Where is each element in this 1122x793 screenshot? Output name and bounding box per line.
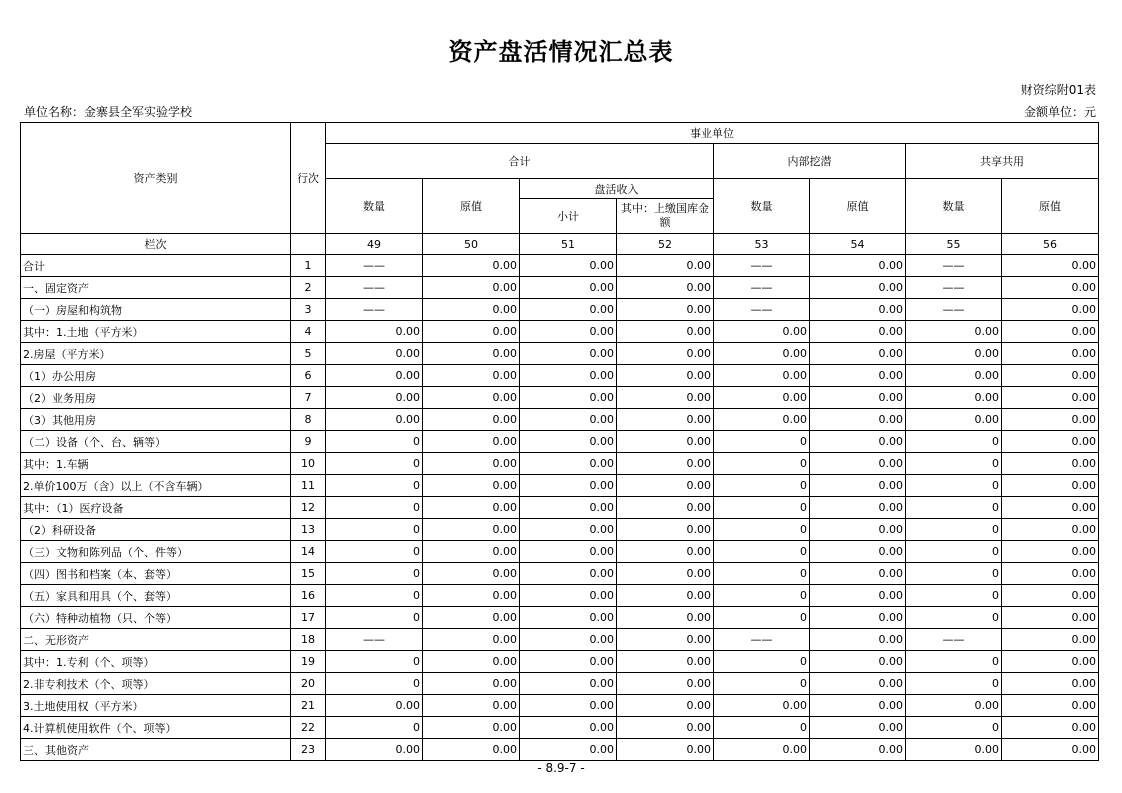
cell-value: 0.00 (326, 343, 423, 365)
cell-value: 0.00 (617, 431, 714, 453)
cell-value: 0.00 (423, 717, 520, 739)
row-category: （2）业务用房 (21, 387, 291, 409)
cell-value: 0.00 (810, 453, 906, 475)
cell-value: 0.00 (617, 321, 714, 343)
cell-value: 0.00 (810, 497, 906, 519)
form-code: 财资综附01表 (1020, 83, 1096, 97)
row-line-no: 18 (291, 629, 326, 651)
cell-value: 0.00 (714, 409, 810, 431)
cell-value: 0.00 (423, 497, 520, 519)
cell-value: 0 (714, 717, 810, 739)
header-line-no: 行次 (291, 123, 326, 234)
row-line-no: 8 (291, 409, 326, 431)
cell-value: 0.00 (810, 563, 906, 585)
cell-value: 0.00 (1002, 453, 1099, 475)
row-line-no: 1 (291, 255, 326, 277)
cell-value: 0.00 (520, 277, 617, 299)
cell-value: 0.00 (1002, 717, 1099, 739)
table-row (21, 277, 1099, 299)
cell-value: 0.00 (714, 365, 810, 387)
cell-value: 0 (326, 497, 423, 519)
header-column-label: 栏次 (21, 234, 291, 255)
cell-value: 0.00 (1002, 541, 1099, 563)
row-line-no: 15 (291, 563, 326, 585)
cell-value: 0.00 (520, 695, 617, 717)
cell-value: 0.00 (810, 409, 906, 431)
cell-value: 0.00 (423, 431, 520, 453)
cell-value: 0 (906, 607, 1002, 629)
cell-value: 0.00 (520, 541, 617, 563)
cell-value: 0 (906, 673, 1002, 695)
header-internal: 内部挖潜 (714, 144, 906, 179)
cell-value: 0.00 (1002, 255, 1099, 277)
cell-value: 0.00 (520, 365, 617, 387)
row-line-no: 11 (291, 475, 326, 497)
row-category: 2.非专利技术（个、项等） (21, 673, 291, 695)
cell-value: 0.00 (617, 453, 714, 475)
row-category: 2.房屋（平方米） (21, 343, 291, 365)
cell-value: 0 (714, 453, 810, 475)
row-category: 二、无形资产 (21, 629, 291, 651)
cell-value: 0 (714, 673, 810, 695)
header-treasury-amount: 其中：上缴国库金额 (617, 199, 714, 234)
cell-value: 0.00 (423, 563, 520, 585)
cell-value: 0.00 (617, 695, 714, 717)
cell-value: 0.00 (617, 497, 714, 519)
cell-value: 0.00 (423, 387, 520, 409)
cell-value: 0 (906, 651, 1002, 673)
table-row (21, 541, 1099, 563)
cell-value: 0.00 (520, 409, 617, 431)
row-category: 2.单价100万（含）以上（不含车辆） (21, 475, 291, 497)
cell-value: 0.00 (1002, 585, 1099, 607)
row-line-no: 23 (291, 739, 326, 761)
header-category: 资产类别 (21, 123, 291, 234)
cell-value: 0 (714, 475, 810, 497)
row-category: （2）科研设备 (21, 519, 291, 541)
row-category: （二）设备（个、台、辆等） (21, 431, 291, 453)
cell-value: 0.00 (617, 629, 714, 651)
cell-value: 0.00 (520, 453, 617, 475)
cell-value: 0.00 (617, 651, 714, 673)
row-line-no: 14 (291, 541, 326, 563)
row-line-no: 17 (291, 607, 326, 629)
cell-value: 0.00 (520, 673, 617, 695)
cell-value: —— (906, 277, 1002, 299)
cell-value: 0 (714, 431, 810, 453)
cell-value: 0.00 (617, 387, 714, 409)
cell-value: 0.00 (810, 695, 906, 717)
row-category: （四）图书和档案（本、套等） (21, 563, 291, 585)
row-line-no: 6 (291, 365, 326, 387)
cell-value: 0.00 (520, 519, 617, 541)
cell-value: 0.00 (1002, 519, 1099, 541)
row-category: 三、其他资产 (21, 739, 291, 761)
cell-value: 0.00 (810, 585, 906, 607)
cell-value: 0.00 (423, 277, 520, 299)
header-quantity: 数量 (906, 179, 1002, 234)
cell-value: 0.00 (810, 673, 906, 695)
row-category: 3.土地使用权（平方米） (21, 695, 291, 717)
cell-value: 0.00 (326, 387, 423, 409)
table-row (21, 255, 1099, 277)
cell-value: 0.00 (617, 739, 714, 761)
table-row (21, 431, 1099, 453)
row-category: 其中：（1）医疗设备 (21, 497, 291, 519)
cell-value: 0.00 (1002, 299, 1099, 321)
cell-value: —— (906, 255, 1002, 277)
header-original-value: 原值 (1002, 179, 1099, 234)
cell-value: 0.00 (617, 277, 714, 299)
row-line-no: 21 (291, 695, 326, 717)
cell-value: 0.00 (906, 739, 1002, 761)
cell-value: 0.00 (1002, 673, 1099, 695)
row-line-no: 9 (291, 431, 326, 453)
cell-value: 0 (326, 519, 423, 541)
cell-value: —— (906, 629, 1002, 651)
table-row (21, 497, 1099, 519)
cell-value: 0.00 (810, 255, 906, 277)
table-row (21, 563, 1099, 585)
cell-value: 0 (906, 431, 1002, 453)
cell-value: 0.00 (1002, 497, 1099, 519)
cell-value: 0.00 (520, 255, 617, 277)
table-row (21, 695, 1099, 717)
cell-value: 0.00 (810, 343, 906, 365)
header-column-number: 54 (810, 234, 906, 255)
cell-value: 0.00 (617, 717, 714, 739)
cell-value: —— (714, 255, 810, 277)
cell-value: 0.00 (810, 739, 906, 761)
row-line-no: 10 (291, 453, 326, 475)
cell-value: 0.00 (1002, 343, 1099, 365)
cell-value: 0.00 (810, 299, 906, 321)
cell-value: 0.00 (617, 343, 714, 365)
header-column-number: 55 (906, 234, 1002, 255)
row-line-no: 4 (291, 321, 326, 343)
page-number: - 8.9-7 - (537, 761, 585, 775)
cell-value: 0.00 (520, 343, 617, 365)
cell-value: 0 (906, 717, 1002, 739)
cell-value: 0.00 (326, 695, 423, 717)
cell-value: 0.00 (326, 739, 423, 761)
cell-value: 0.00 (810, 431, 906, 453)
table-row (21, 299, 1099, 321)
header-subtotal: 小计 (520, 199, 617, 234)
cell-value: 0.00 (1002, 277, 1099, 299)
cell-value: 0.00 (906, 321, 1002, 343)
cell-value: 0.00 (714, 387, 810, 409)
cell-value: 0.00 (423, 475, 520, 497)
table-body (21, 255, 1099, 761)
cell-value: 0 (906, 453, 1002, 475)
row-line-no: 16 (291, 585, 326, 607)
cell-value: 0.00 (520, 585, 617, 607)
header-institution: 事业单位 (326, 123, 1099, 144)
cell-value: 0.00 (423, 343, 520, 365)
cell-value: 0.00 (810, 387, 906, 409)
row-line-no: 5 (291, 343, 326, 365)
cell-value: 0.00 (423, 255, 520, 277)
cell-value: 0.00 (1002, 431, 1099, 453)
table-row (21, 651, 1099, 673)
cell-value: 0.00 (810, 519, 906, 541)
cell-value: 0.00 (423, 585, 520, 607)
cell-value: 0.00 (810, 651, 906, 673)
row-category: （3）其他用房 (21, 409, 291, 431)
cell-value: 0.00 (906, 409, 1002, 431)
cell-value: 0.00 (906, 365, 1002, 387)
amount-unit: 金额单位：元 (1023, 105, 1096, 119)
header-total: 合计 (326, 144, 714, 179)
asset-summary-table (20, 122, 1099, 761)
table-row (21, 629, 1099, 651)
header-original-value: 原值 (423, 179, 520, 234)
cell-value: 0 (714, 651, 810, 673)
cell-value: 0.00 (810, 321, 906, 343)
table-row (21, 387, 1099, 409)
cell-value: 0.00 (520, 387, 617, 409)
row-line-no: 13 (291, 519, 326, 541)
cell-value: 0.00 (423, 673, 520, 695)
cell-value: 0 (326, 607, 423, 629)
cell-value: 0.00 (617, 673, 714, 695)
table-row (21, 409, 1099, 431)
cell-value: 0.00 (617, 255, 714, 277)
cell-value: 0.00 (617, 585, 714, 607)
cell-value: 0.00 (1002, 365, 1099, 387)
header-quantity: 数量 (714, 179, 810, 234)
cell-value: 0 (714, 541, 810, 563)
cell-value: 0.00 (1002, 651, 1099, 673)
cell-value: 0.00 (423, 519, 520, 541)
cell-value: 0 (326, 563, 423, 585)
cell-value: 0 (906, 585, 1002, 607)
header-column-number (291, 234, 326, 255)
cell-value: 0.00 (1002, 321, 1099, 343)
header-column-number: 56 (1002, 234, 1099, 255)
cell-value: —— (326, 255, 423, 277)
cell-value: 0 (714, 585, 810, 607)
cell-value: 0.00 (810, 541, 906, 563)
cell-value: 0.00 (423, 321, 520, 343)
cell-value: 0 (326, 673, 423, 695)
cell-value: 0.00 (520, 717, 617, 739)
cell-value: 0.00 (617, 563, 714, 585)
cell-value: 0.00 (423, 695, 520, 717)
table-row (21, 519, 1099, 541)
cell-value: 0.00 (520, 431, 617, 453)
row-category: （1）办公用房 (21, 365, 291, 387)
header-shared: 共享共用 (906, 144, 1099, 179)
cell-value: 0.00 (520, 607, 617, 629)
row-category: 合计 (21, 255, 291, 277)
header-column-number: 53 (714, 234, 810, 255)
cell-value: 0.00 (326, 365, 423, 387)
cell-value: 0.00 (520, 739, 617, 761)
table-row (21, 673, 1099, 695)
cell-value: 0.00 (423, 607, 520, 629)
cell-value: 0.00 (1002, 629, 1099, 651)
cell-value: 0.00 (810, 607, 906, 629)
header-revitalize-income: 盘活收入 (520, 179, 714, 199)
cell-value: 0.00 (520, 475, 617, 497)
header-column-number: 49 (326, 234, 423, 255)
cell-value: 0.00 (520, 563, 617, 585)
row-category: 一、固定资产 (21, 277, 291, 299)
cell-value: 0.00 (423, 365, 520, 387)
cell-value: 0.00 (906, 343, 1002, 365)
row-line-no: 20 (291, 673, 326, 695)
header-column-number: 50 (423, 234, 520, 255)
cell-value: 0.00 (1002, 563, 1099, 585)
table-row (21, 453, 1099, 475)
row-category: （六）特种动植物（只、个等） (21, 607, 291, 629)
cell-value: 0.00 (326, 409, 423, 431)
cell-value: 0 (906, 541, 1002, 563)
table-row (21, 585, 1099, 607)
cell-value: 0 (326, 651, 423, 673)
cell-value: 0.00 (617, 519, 714, 541)
header-column-number: 52 (617, 234, 714, 255)
cell-value: 0.00 (617, 365, 714, 387)
table-row (21, 365, 1099, 387)
row-category: 其中：1.车辆 (21, 453, 291, 475)
cell-value: 0.00 (520, 651, 617, 673)
page-title: 资产盘活情况汇总表 (448, 38, 674, 66)
cell-value: 0.00 (906, 695, 1002, 717)
cell-value: 0.00 (423, 299, 520, 321)
table-row (21, 475, 1099, 497)
cell-value: 0.00 (1002, 409, 1099, 431)
row-line-no: 7 (291, 387, 326, 409)
cell-value: 0.00 (423, 541, 520, 563)
cell-value: 0.00 (617, 541, 714, 563)
cell-value: 0 (714, 607, 810, 629)
table-row (21, 321, 1099, 343)
cell-value: 0.00 (1002, 607, 1099, 629)
cell-value: 0 (906, 497, 1002, 519)
cell-value: 0.00 (906, 387, 1002, 409)
cell-value: 0 (326, 585, 423, 607)
cell-value: 0.00 (810, 365, 906, 387)
cell-value: 0.00 (617, 299, 714, 321)
cell-value: —— (714, 277, 810, 299)
cell-value: 0.00 (1002, 739, 1099, 761)
cell-value: —— (906, 299, 1002, 321)
cell-value: 0.00 (810, 277, 906, 299)
cell-value: 0 (326, 541, 423, 563)
cell-value: 0.00 (810, 475, 906, 497)
cell-value: 0.00 (520, 299, 617, 321)
cell-value: 0.00 (1002, 695, 1099, 717)
cell-value: 0.00 (520, 497, 617, 519)
cell-value: —— (714, 629, 810, 651)
unit-name: 单位名称：金寨县全军实验学校 (24, 105, 193, 119)
cell-value: 0.00 (520, 321, 617, 343)
cell-value: —— (326, 299, 423, 321)
cell-value: 0.00 (617, 475, 714, 497)
row-line-no: 12 (291, 497, 326, 519)
cell-value: 0.00 (810, 717, 906, 739)
cell-value: 0 (714, 519, 810, 541)
cell-value: 0.00 (810, 629, 906, 651)
cell-value: 0 (326, 475, 423, 497)
table-row (21, 717, 1099, 739)
cell-value: 0.00 (617, 409, 714, 431)
header-original-value: 原值 (810, 179, 906, 234)
cell-value: 0.00 (714, 343, 810, 365)
row-category: 其中：1.专利（个、项等） (21, 651, 291, 673)
cell-value: —— (326, 277, 423, 299)
cell-value: 0.00 (423, 739, 520, 761)
cell-value: 0 (326, 717, 423, 739)
cell-value: 0.00 (1002, 387, 1099, 409)
cell-value: —— (714, 299, 810, 321)
row-category: （五）家具和用具（个、套等） (21, 585, 291, 607)
row-line-no: 19 (291, 651, 326, 673)
table-row (21, 739, 1099, 761)
row-category: （三）文物和陈列品（个、件等） (21, 541, 291, 563)
cell-value: 0.00 (1002, 475, 1099, 497)
row-line-no: 3 (291, 299, 326, 321)
cell-value: 0.00 (326, 321, 423, 343)
row-category: 其中：1.土地（平方米） (21, 321, 291, 343)
cell-value: 0 (714, 563, 810, 585)
header-column-number: 51 (520, 234, 617, 255)
cell-value: 0.00 (714, 321, 810, 343)
cell-value: 0.00 (520, 629, 617, 651)
row-category: （一）房屋和构筑物 (21, 299, 291, 321)
cell-value: 0.00 (714, 695, 810, 717)
cell-value: 0.00 (423, 409, 520, 431)
cell-value: 0.00 (617, 607, 714, 629)
row-line-no: 22 (291, 717, 326, 739)
cell-value: 0.00 (423, 651, 520, 673)
header-quantity: 数量 (326, 179, 423, 234)
row-line-no: 2 (291, 277, 326, 299)
table-row (21, 607, 1099, 629)
cell-value: 0 (714, 497, 810, 519)
cell-value: 0.00 (714, 739, 810, 761)
cell-value: 0 (906, 475, 1002, 497)
table-row (21, 343, 1099, 365)
cell-value: 0 (906, 519, 1002, 541)
cell-value: 0.00 (423, 629, 520, 651)
cell-value: 0 (326, 453, 423, 475)
row-category: 4.计算机使用软件（个、项等） (21, 717, 291, 739)
cell-value: 0 (326, 431, 423, 453)
cell-value: 0 (906, 563, 1002, 585)
cell-value: 0.00 (423, 453, 520, 475)
cell-value: —— (326, 629, 423, 651)
